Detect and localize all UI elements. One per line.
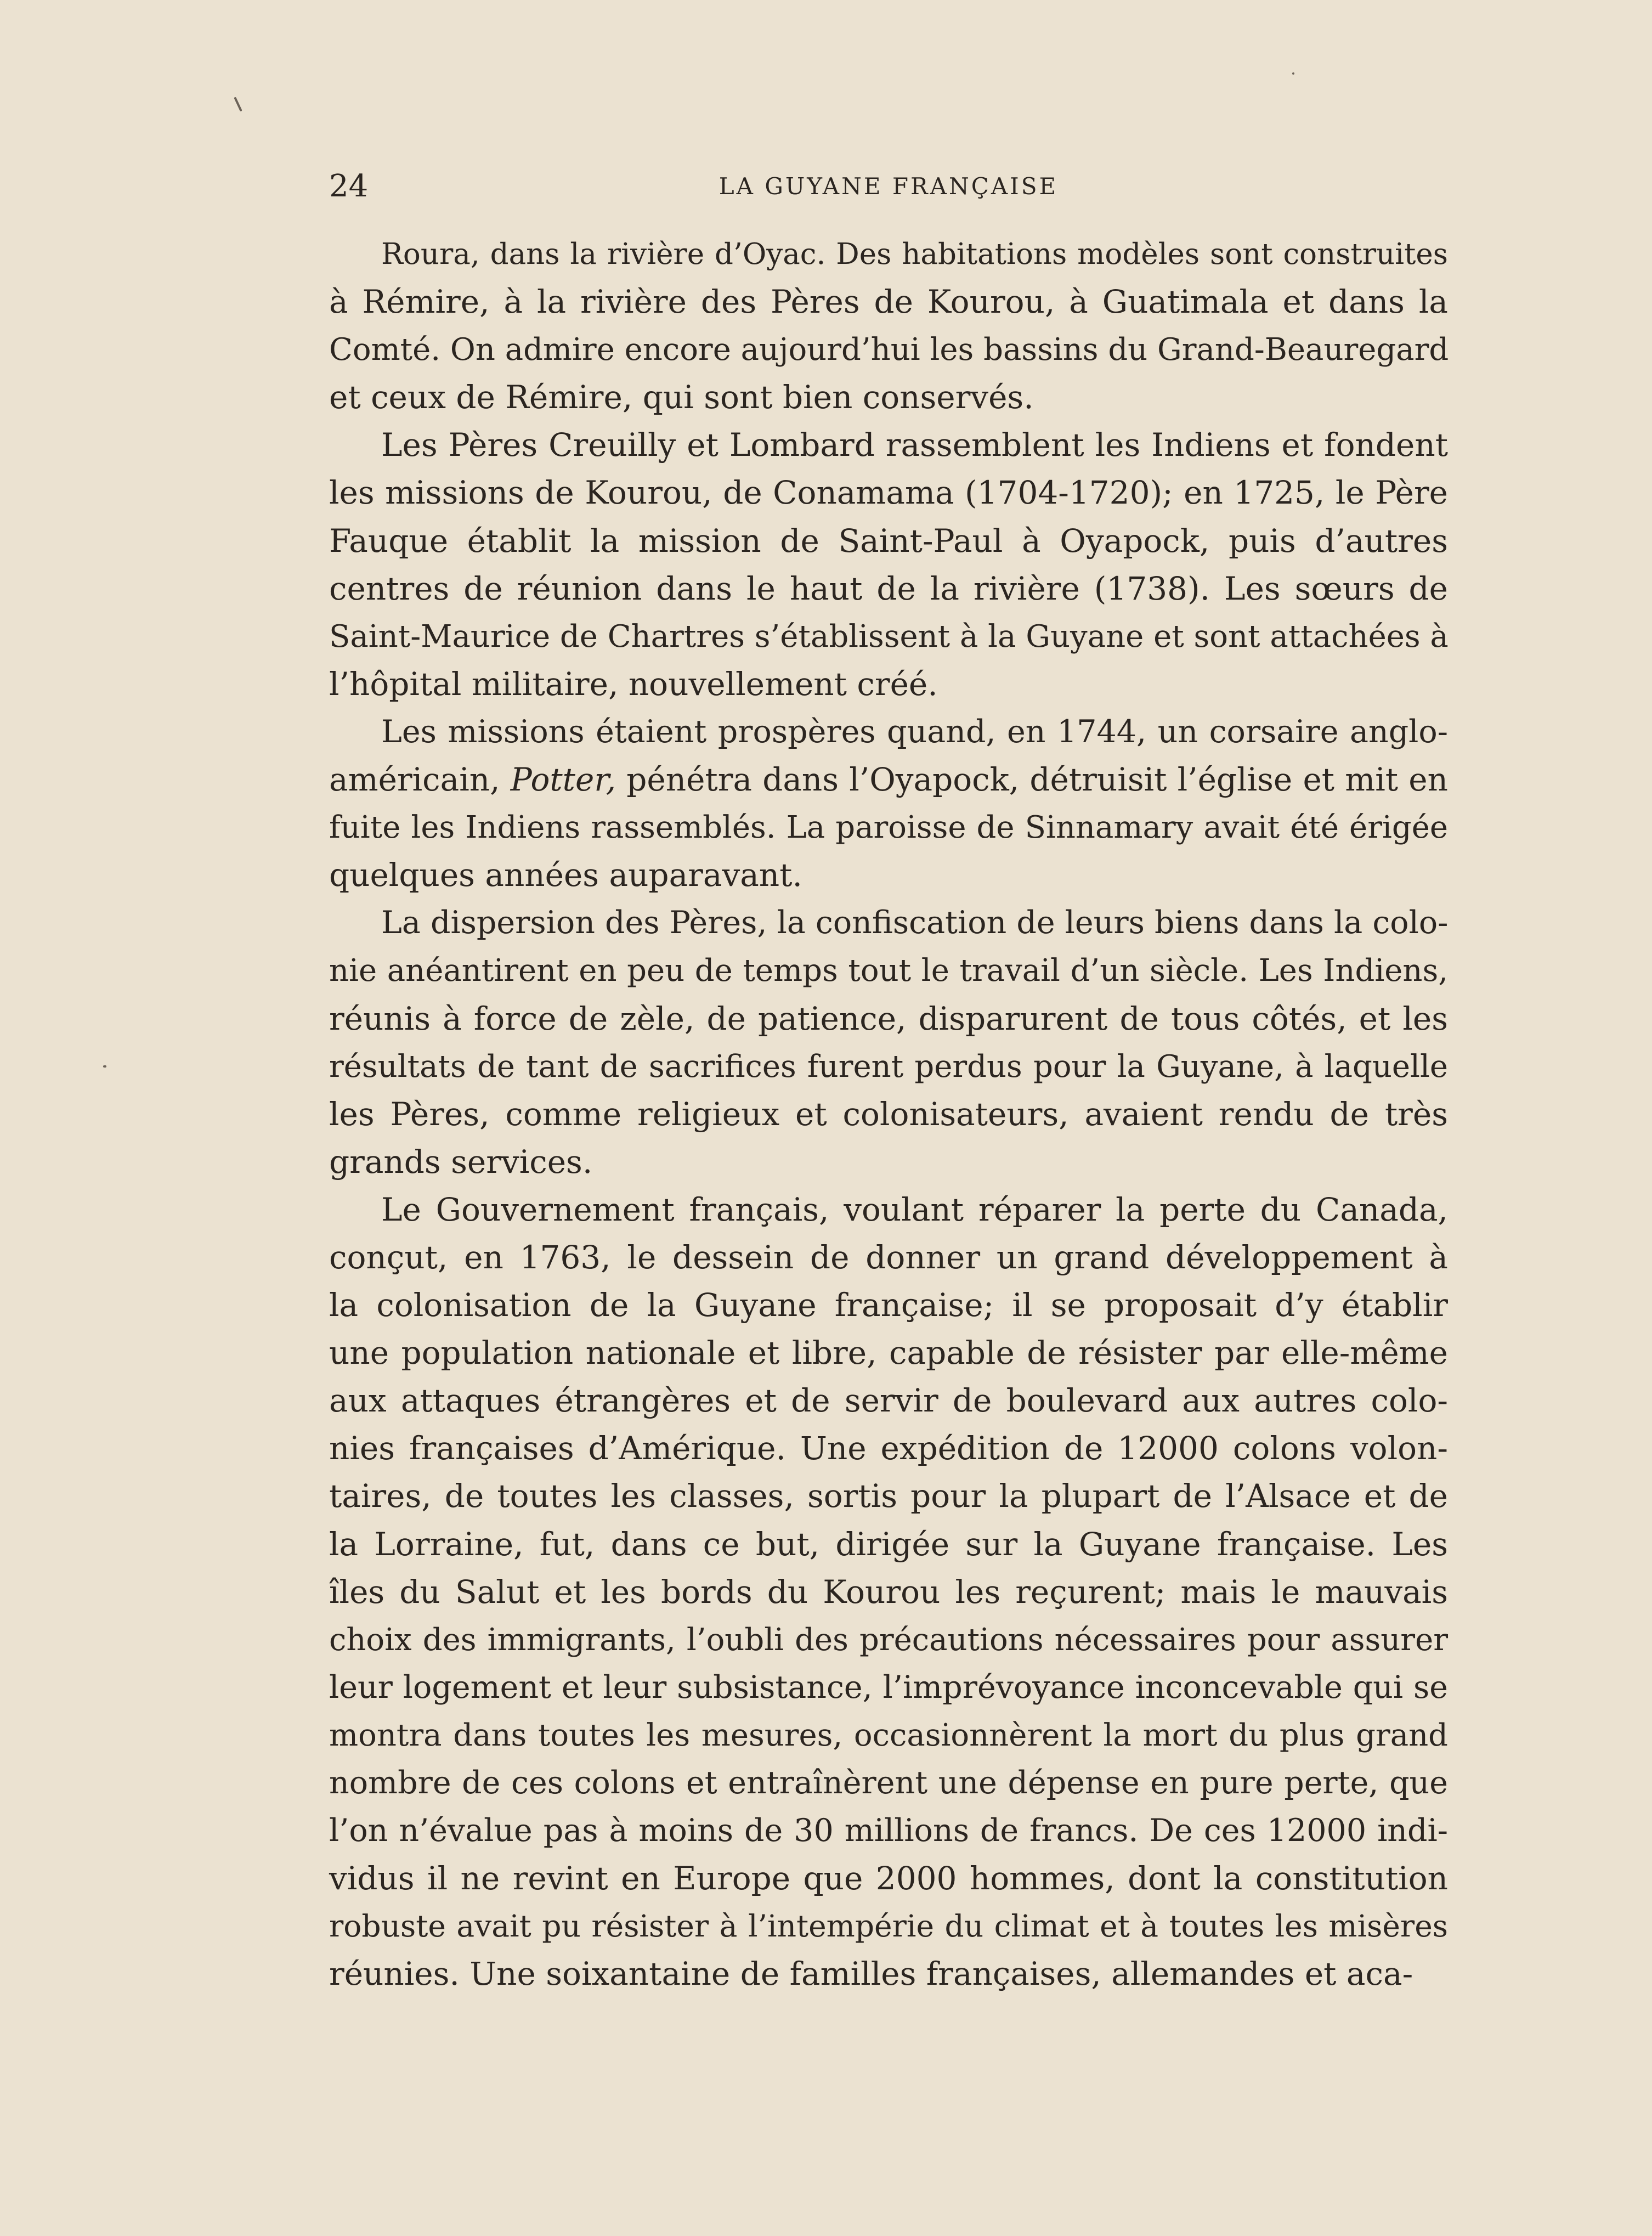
text-line: taires, de toutes les classes, sortis pour la plupart de l’Alsace et de [329, 1477, 1448, 1515]
text-line: la Lorraine, fut, dans ce but, dirigée sur la Guyane française. Les [329, 1525, 1448, 1563]
text-line: La dispersion des Pères, la confiscation de leurs biens dans la colo- [381, 905, 1449, 941]
paragraph [329, 421, 1448, 708]
text-line: à Rémire, à la rivière des Pères de Kourou, à Guatimala et dans la [329, 283, 1448, 321]
text-line: les Pères, comme religieux et colonisateurs, avaient rendu de très [329, 1095, 1448, 1133]
text-line: montra dans toutes les mesures, occasionnèrent la mort du plus grand [329, 1717, 1448, 1753]
text-line: une population nationale et libre, capable de résister par elle-même [329, 1334, 1448, 1372]
text-line: îles du Salut et les bords du Kourou les reçurent; mais le mauvais [329, 1573, 1448, 1611]
paragraph [329, 230, 1448, 421]
text-line: grands services. [329, 1143, 593, 1181]
running-title: LA GUYANE FRANÇAISE [718, 173, 1059, 200]
page-header [329, 165, 1448, 208]
italic-name: Potter, [510, 761, 616, 799]
text-line: Saint-Maurice de Chartres s’établissent à la Guyane et sont attachées à [329, 618, 1449, 654]
text-line: l’hôpital militaire, nouvellement créé. [329, 665, 938, 703]
text-line: conçut, en 1763, le dessein de donner un grand développement à [329, 1238, 1448, 1276]
text-line: Roura, dans la rivière d’Oyac. Des habitations modèles sont construites [381, 238, 1448, 271]
text-line: nie anéantirent en peu de temps tout le travail d’un siècle. Les Indiens, [329, 953, 1448, 989]
text-line: Comté. On admire encore aujourd’hui les bassins du Grand-Beauregard [329, 332, 1449, 368]
text-line: réunies. Une soixantaine de familles françaises, allemandes et aca- [329, 1955, 1413, 1993]
text-line: Les missions étaient prospères quand, en 1744, un corsaire anglo- [381, 713, 1448, 750]
line-segment: américain, [329, 761, 511, 799]
text-line: robuste avait pu résister à l’intempérie du climat et à toutes les misères [329, 1908, 1448, 1944]
text-line [329, 756, 1448, 804]
text-line: nombre de ces colons et entraînèrent une dépense en pure perte, que [329, 1765, 1448, 1801]
text-line: fuite les Indiens rassemblés. La paroisse de Sinnamary avait été érigée [329, 810, 1448, 846]
text-line: aux attaques étrangères et de servir de boulevard aux autres colo- [329, 1382, 1448, 1420]
text-line: résultats de tant de sacrifices furent perdus pour la Guyane, à laquelle [329, 1048, 1448, 1085]
paragraph [329, 1186, 1448, 1998]
text-line: quelques années auparavant. [329, 856, 802, 894]
body-text [329, 230, 1448, 1998]
text-line: leur logement et leur subsistance, l’imprévoyance inconcevable qui se [329, 1669, 1448, 1706]
text-line: les missions de Kourou, de Conamama (1704-1720); en 1725, le Père [329, 474, 1448, 512]
text-line: centres de réunion dans le haut de la rivière (1738). Les sœurs de [329, 569, 1448, 607]
text-line: la colonisation de la Guyane française; il se proposait d’y établir [329, 1286, 1448, 1324]
text-line: réunis à force de zèle, de patience, disparurent de tous côtés, et les [329, 1000, 1448, 1037]
text-line: Fauque établit la mission de Saint-Paul à Oyapock, puis d’autres [329, 522, 1448, 560]
text-line: nies françaises d’Amérique. Une expédition de 12000 colons volon- [329, 1430, 1448, 1467]
paragraph [329, 708, 1448, 899]
text-line: et ceux de Rémire, qui sont bien conservés. [329, 379, 1034, 416]
text-line: l’on n’évalue pas à moins de 30 millions de francs. De ces 12000 indi- [329, 1812, 1448, 1849]
text-line: choix des immigrants, l’oubli des précautions nécessaires pour assurer [329, 1622, 1448, 1658]
page-number: 24 [329, 168, 369, 204]
paper-speck [103, 1065, 106, 1068]
paper-speck [234, 97, 242, 111]
paper-speck [1292, 72, 1294, 75]
text-line: vidus il ne revint en Europe que 2000 hommes, dont la constitution [329, 1860, 1448, 1898]
text-line: Les Pères Creuilly et Lombard rassemblent les Indiens et fondent [381, 426, 1448, 464]
text-line: Le Gouvernement français, voulant réparer la perte du Canada, [381, 1190, 1448, 1228]
paragraph [329, 899, 1448, 1186]
line-segment: pénétra dans l’Oyapock, détruisit l’église et mit en [616, 761, 1448, 799]
